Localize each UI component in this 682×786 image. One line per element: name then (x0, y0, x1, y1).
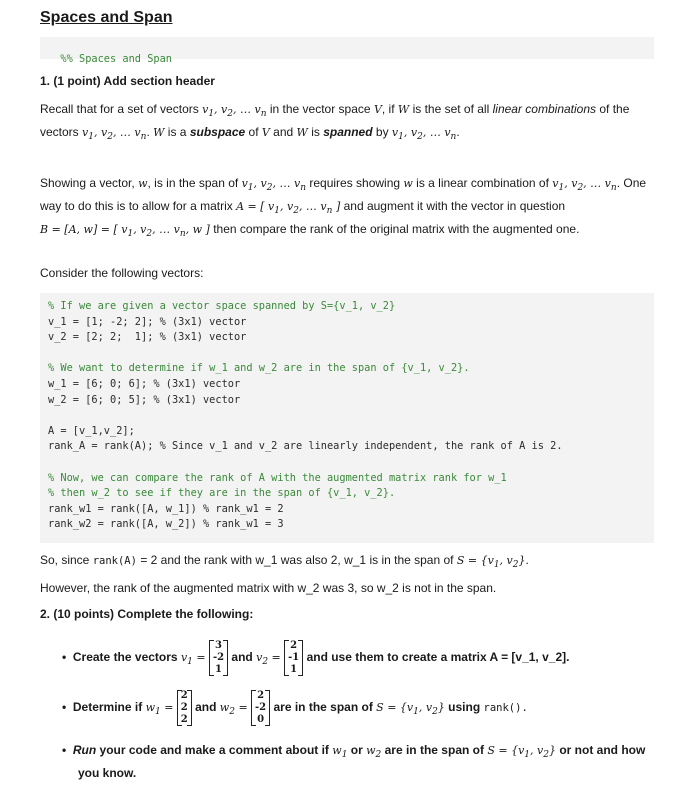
code-line: A = [v_1,v_2]; (48, 424, 135, 437)
code-lines (48, 299, 646, 533)
recall-paragraph: Recall that for a set of vectors $v_1$, $v_2$, … $v_n$ in the vector space V, if W is the set of all linear combinations of the vectors $v_1$, $v_2$, … $v_n$. W is a subspace of V and W is spanned by $v_1$, $v_2$, … $v_n$. (40, 102, 630, 143)
code-line: rank_w1 = rank([A, w_1]) % rank_w1 = 2 (48, 502, 284, 515)
code-line: w_1 = [6; 0; 6]; % (3x1) vector (48, 377, 241, 390)
w1-matrix: 2 2 2 (177, 690, 192, 726)
code-line: % then w_2 to see if they are in the span of {v_1, v_2}. (48, 487, 396, 500)
code-line: rank_A = rank(A); % Since v_1 and v_2 are linearly independent, the rank of A is 2. (48, 440, 563, 453)
code-line: w_2 = [6; 0; 5]; % (3x1) vector (48, 393, 241, 406)
so-since-text: So, since rank(A) = 2 and the rank with w_1 was also 2, w_1 is in the span of $S = \{v_1$, $v_2$}. (40, 553, 529, 571)
code-line: % If we are given a vector space spanned by S={v_1, v_2} (48, 300, 396, 312)
code-line (48, 455, 646, 471)
header-code: %% Spaces and Span (60, 53, 172, 65)
v2-matrix: 2 -1 1 (284, 640, 303, 676)
bullet-2: • Determine if $w_1$ = 2 2 2 and $w_2$ = 2 -2 0 are in the span of $S = \{v_1$, $v_2$} using rank(). (62, 690, 528, 725)
code-line (48, 346, 646, 362)
code-line: v_1 = [1; -2; 2]; % (3x1) vector (48, 315, 247, 328)
w2-matrix: 2 -2 0 (251, 690, 270, 726)
header-code-cell[interactable] (40, 37, 654, 65)
code-line: v_2 = [2; 2; 1]; % (3x1) vector (48, 331, 247, 344)
however-text: However, the rank of the augmented matrix with w_2 was 3, so w_2 is not in the span. (40, 581, 497, 595)
code-line: rank_w2 = rank([A, w_2]) % rank_w1 = 3 (48, 518, 284, 531)
showing-paragraph: Showing a vector, w, is in the span of $v_1$, $v_2$, … $v_n$ requires showing w is a linear combination of $v_1$, $v_2$, … $v_n$. One way to do this is to allow for a matrix A = [ $v_1$, $v_2$, … $v_n$ ] and augment it with the vector in question B = [A, w] = [ $v_1$, $v_2$, … $v_n$, w ] then compare the rank of the original matrix with the augmented one. (40, 176, 647, 240)
section1-heading: 1. (1 point) Add section header (40, 74, 215, 88)
bullet-3: • Run your code and make a comment about if $w_1$ or $w_2$ are in the span of $S = \{v_1$, $v_2$} or not and how you know. (62, 743, 646, 781)
code-line: % We want to determine if w_1 and w_2 are in the span of {v_1, v_2}. (48, 362, 470, 375)
page-title: Spaces and Span (40, 9, 173, 26)
bullet-1: • Create the vectors $v_1$ = 3 -2 1 and $v_2$ = 2 -1 1 and use them to create a matrix A = [v_1, v_2]. (62, 640, 570, 675)
code-line: % Now, we can compare the rank of A with the augmented matrix rank for w_1 (48, 471, 507, 484)
consider-text: Consider the following vectors: (40, 266, 204, 280)
v1-matrix: 3 -2 1 (209, 640, 228, 676)
section2-heading: 2. (10 points) Complete the following: (40, 607, 254, 621)
main-code-cell[interactable] (40, 293, 654, 543)
code-line (48, 408, 646, 424)
